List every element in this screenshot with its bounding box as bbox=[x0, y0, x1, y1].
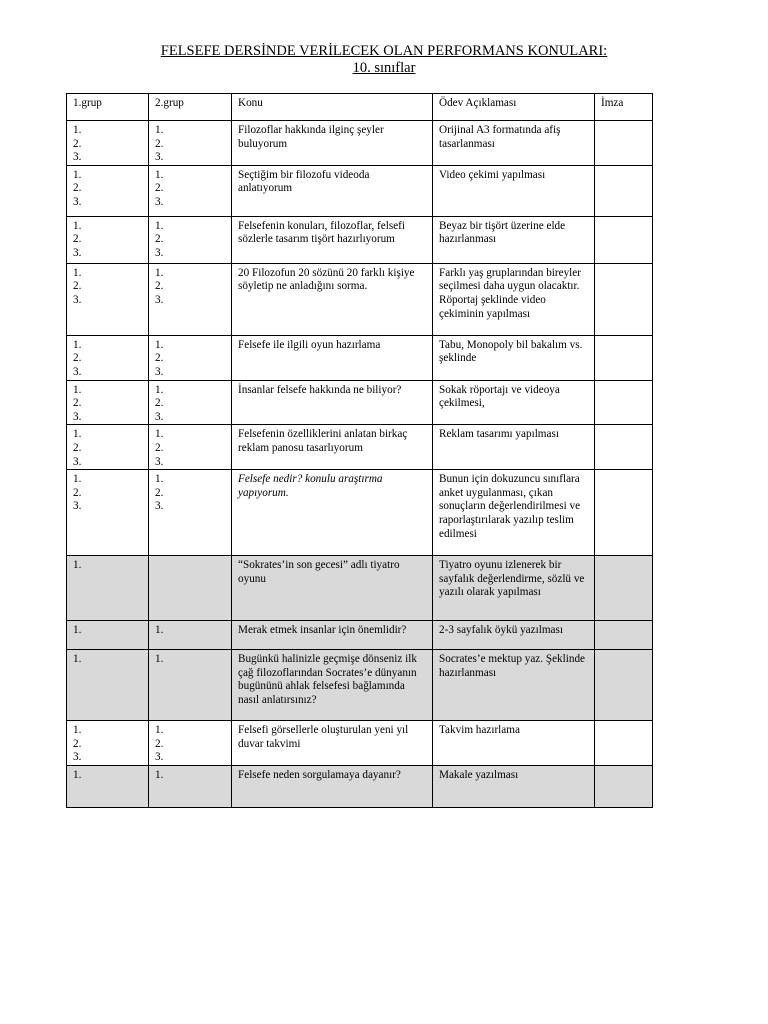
group2-cell: 1. 2. 3. bbox=[149, 216, 232, 263]
group1-cell: 1. 2. 3. bbox=[67, 216, 149, 263]
group1-cell: 1. 2. 3. bbox=[67, 425, 149, 470]
signature-cell bbox=[595, 556, 653, 621]
table-row bbox=[67, 263, 653, 335]
header-group1: 1.grup bbox=[67, 94, 149, 121]
topic-cell: İnsanlar felsefe hakkında ne biliyor? bbox=[232, 380, 433, 425]
group2-cell bbox=[149, 556, 232, 621]
topic-cell: 20 Filozofun 20 sözünü 20 farklı kişiye söyletip ne anladığını sorma. bbox=[232, 263, 433, 335]
description-cell: Bunun için dokuzuncu sınıflara anket uygulanması, çıkan sonuçların değerlendirilmesi ve raporlaştırılarak yazılıp teslim edilmesi bbox=[433, 470, 595, 556]
description-cell: Sokak röportajı ve videoya çekilmesi, bbox=[433, 380, 595, 425]
topics-table bbox=[66, 93, 653, 808]
signature-cell bbox=[595, 425, 653, 470]
description-cell: Takvim hazırlama bbox=[433, 721, 595, 766]
group2-cell: 1. 2. 3. bbox=[149, 425, 232, 470]
topic-cell: Filozoflar hakkında ilginç şeyler buluyorum bbox=[232, 121, 433, 166]
group1-cell: 1. 2. 3. bbox=[67, 470, 149, 556]
group1-cell: 1. 2. 3. bbox=[67, 263, 149, 335]
topic-cell: Felsefi görsellerle oluşturulan yeni yıl duvar takvimi bbox=[232, 721, 433, 766]
group1-cell: 1. 2. 3. bbox=[67, 721, 149, 766]
signature-cell bbox=[595, 765, 653, 807]
signature-cell bbox=[595, 380, 653, 425]
signature-cell bbox=[595, 721, 653, 766]
table-row bbox=[67, 165, 653, 216]
group1-cell: 1. bbox=[67, 650, 149, 721]
group2-cell: 1. 2. 3. bbox=[149, 165, 232, 216]
description-cell: Video çekimi yapılması bbox=[433, 165, 595, 216]
group1-cell: 1. bbox=[67, 621, 149, 650]
group1-cell: 1. 2. 3. bbox=[67, 380, 149, 425]
group1-cell: 1. 2. 3. bbox=[67, 121, 149, 166]
table-row bbox=[67, 556, 653, 621]
description-cell: Beyaz bir tişört üzerine elde hazırlanması bbox=[433, 216, 595, 263]
description-cell: Farklı yaş gruplarından bireyler seçilmesi daha uygun olacaktır. Röportaj şeklinde video çekiminin yapılması bbox=[433, 263, 595, 335]
header-description: Ödev Açıklaması bbox=[433, 94, 595, 121]
group2-cell: 1. 2. 3. bbox=[149, 121, 232, 166]
document-subtitle: 10. sınıflar bbox=[352, 60, 416, 76]
description-cell: Orijinal A3 formatında afiş tasarlanması bbox=[433, 121, 595, 166]
topic-cell: Felsefenin özelliklerini anlatan birkaç reklam panosu tasarlıyorum bbox=[232, 425, 433, 470]
signature-cell bbox=[595, 121, 653, 166]
description-cell: Makale yazılması bbox=[433, 765, 595, 807]
group2-cell: 1. 2. 3. bbox=[149, 263, 232, 335]
description-cell: Tiyatro oyunu izlenerek bir sayfalık değerlendirme, sözlü ve yazılı olarak yapılması bbox=[433, 556, 595, 621]
topic-cell: Felsefenin konuları, filozoflar, felsefi sözlerle tasarım tişört hazırlıyorum bbox=[232, 216, 433, 263]
topic-cell: Seçtiğim bir filozofu videoda anlatıyorum bbox=[232, 165, 433, 216]
header-topic: Konu bbox=[232, 94, 433, 121]
signature-cell bbox=[595, 621, 653, 650]
table-row bbox=[67, 765, 653, 807]
table-row bbox=[67, 121, 653, 166]
description-cell: Socrates’e mektup yaz. Şeklinde hazırlanması bbox=[433, 650, 595, 721]
group2-cell: 1. bbox=[149, 650, 232, 721]
table-row bbox=[67, 621, 653, 650]
topic-cell: Felsefe neden sorgulamaya dayanır? bbox=[232, 765, 433, 807]
signature-cell bbox=[595, 216, 653, 263]
signature-cell bbox=[595, 165, 653, 216]
description-cell: 2-3 sayfalık öykü yazılması bbox=[433, 621, 595, 650]
group2-cell: 1. bbox=[149, 765, 232, 807]
topic-cell: Merak etmek insanlar için önemlidir? bbox=[232, 621, 433, 650]
group1-cell: 1. 2. 3. bbox=[67, 165, 149, 216]
table-row bbox=[67, 335, 653, 380]
table-header-row bbox=[67, 94, 653, 121]
group2-cell: 1. 2. 3. bbox=[149, 380, 232, 425]
header-group2: 2.grup bbox=[149, 94, 232, 121]
table-row bbox=[67, 721, 653, 766]
group1-cell: 1. bbox=[67, 556, 149, 621]
signature-cell bbox=[595, 470, 653, 556]
topic-cell: “Sokrates’in son gecesi” adlı tiyatro oyunu bbox=[232, 556, 433, 621]
group2-cell: 1. 2. 3. bbox=[149, 470, 232, 556]
group1-cell: 1. bbox=[67, 765, 149, 807]
table-row bbox=[67, 470, 653, 556]
table-row bbox=[67, 216, 653, 263]
signature-cell bbox=[595, 263, 653, 335]
signature-cell bbox=[595, 650, 653, 721]
group2-cell: 1. bbox=[149, 621, 232, 650]
topic-cell: Felsefe ile ilgili oyun hazırlama bbox=[232, 335, 433, 380]
table-row bbox=[67, 380, 653, 425]
topic-cell: Bugünkü halinizle geçmişe dönseniz ilk çağ filozoflarından Socrates’e dünyanın bugününü ahlak felsefesi bağlamında nasıl anlatırsınız? bbox=[232, 650, 433, 721]
group1-cell: 1. 2. 3. bbox=[67, 335, 149, 380]
topic-cell: Felsefe nedir? konulu araştırma yapıyorum. bbox=[232, 470, 433, 556]
description-cell: Reklam tasarımı yapılması bbox=[433, 425, 595, 470]
group2-cell: 1. 2. 3. bbox=[149, 335, 232, 380]
table-row bbox=[67, 425, 653, 470]
table-row bbox=[67, 650, 653, 721]
description-cell: Tabu, Monopoly bil bakalım vs. şeklinde bbox=[433, 335, 595, 380]
group2-cell: 1. 2. 3. bbox=[149, 721, 232, 766]
header-signature: İmza bbox=[595, 94, 653, 121]
document-title: FELSEFE DERSİNDE VERİLECEK OLAN PERFORMANS KONULARI: bbox=[160, 43, 608, 59]
signature-cell bbox=[595, 335, 653, 380]
